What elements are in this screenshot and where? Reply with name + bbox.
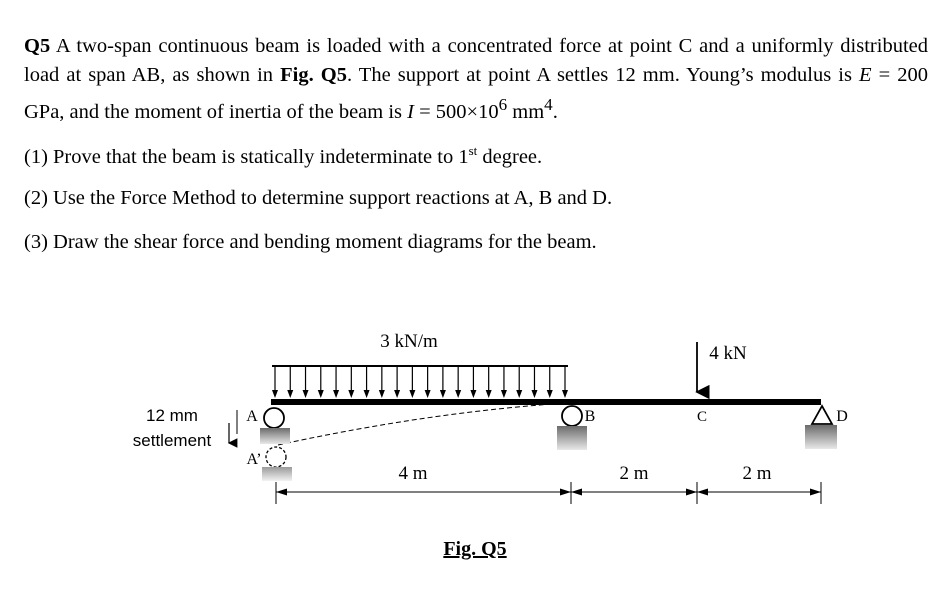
sentence-end: . xyxy=(552,100,558,123)
question-text-part-2: . The support at point A settles 12 mm. Young’s modulus is xyxy=(346,64,860,86)
udl-arrowhead xyxy=(470,390,476,398)
unit-I: mm xyxy=(507,100,545,123)
support-a-roller xyxy=(264,408,284,428)
udl-arrowhead xyxy=(531,390,537,398)
value-E: = 200 GPa, and the moment of inertia of the beam is xyxy=(24,64,928,123)
dim-bc-label: 2 m xyxy=(619,463,649,484)
udl-arrowhead xyxy=(318,390,324,398)
question-number: Q5 xyxy=(24,35,51,57)
label-a-prime: A’ xyxy=(246,451,262,468)
label-c: C xyxy=(696,409,708,425)
dim-ab-label: 4 m xyxy=(398,463,428,484)
part-1-superscript: st xyxy=(468,143,478,158)
udl-arrowhead xyxy=(440,390,446,398)
support-d-pin xyxy=(812,406,832,424)
udl-arrows xyxy=(272,366,568,398)
part-3: (3) Draw the shear force and bending moment diagrams for the beam. xyxy=(24,231,597,253)
udl-arrowhead xyxy=(516,390,522,398)
value-I: = 500×10 xyxy=(413,100,499,123)
exponent-I: 6 xyxy=(498,95,508,114)
support-a-ground xyxy=(260,428,290,444)
symbol-E: E xyxy=(859,64,872,86)
support-b-ground xyxy=(557,426,587,450)
udl-arrowhead xyxy=(394,390,400,398)
settlement-value: 12 mm xyxy=(146,406,198,425)
part-1-text-end: degree. xyxy=(477,145,543,168)
question-text-part-1: A two-span continuous beam is loaded with a concentrated force at point C and a uniformly distributed load at span AB, as shown in xyxy=(24,35,928,86)
udl-arrowhead xyxy=(333,390,339,398)
part-2: (2) Use the Force Method to determine support reactions at A, B and D. xyxy=(24,187,613,209)
udl-arrowhead xyxy=(409,390,415,398)
udl-arrowhead xyxy=(348,390,354,398)
support-a-prime-ground xyxy=(262,467,292,481)
dim-cd-label: 2 m xyxy=(742,463,772,484)
label-b: B xyxy=(584,408,596,425)
label-a: A xyxy=(246,408,258,425)
udl-arrowhead xyxy=(501,390,507,398)
udl-label: 3 kN/m xyxy=(380,331,438,352)
udl-arrowhead xyxy=(425,390,431,398)
udl-arrowhead xyxy=(364,390,370,398)
label-d: D xyxy=(836,408,848,425)
unit-exponent-I: 4 xyxy=(544,95,553,114)
udl-arrowhead xyxy=(287,390,293,398)
part-1-text: (1) Prove that the beam is statically indeterminate to 1 xyxy=(24,145,469,168)
udl-arrowhead xyxy=(455,390,461,398)
point-load-label: 4 kN xyxy=(709,343,747,364)
settlement-word: settlement xyxy=(132,431,212,450)
udl-arrowhead xyxy=(379,390,385,398)
figure-reference: Fig. Q5 xyxy=(280,64,347,86)
support-d-ground xyxy=(805,425,837,449)
figure-caption: Fig. Q5 xyxy=(443,538,507,560)
support-b-roller xyxy=(562,406,582,426)
udl-arrowhead xyxy=(486,390,492,398)
symbol-I: I xyxy=(407,100,414,123)
udl-arrowhead xyxy=(562,390,568,398)
udl-arrowhead xyxy=(303,390,309,398)
udl-arrowhead xyxy=(272,390,278,398)
deflected-shape-line xyxy=(278,403,567,445)
beam xyxy=(271,399,821,405)
support-a-prime-roller xyxy=(266,447,286,467)
udl-arrowhead xyxy=(547,390,553,398)
